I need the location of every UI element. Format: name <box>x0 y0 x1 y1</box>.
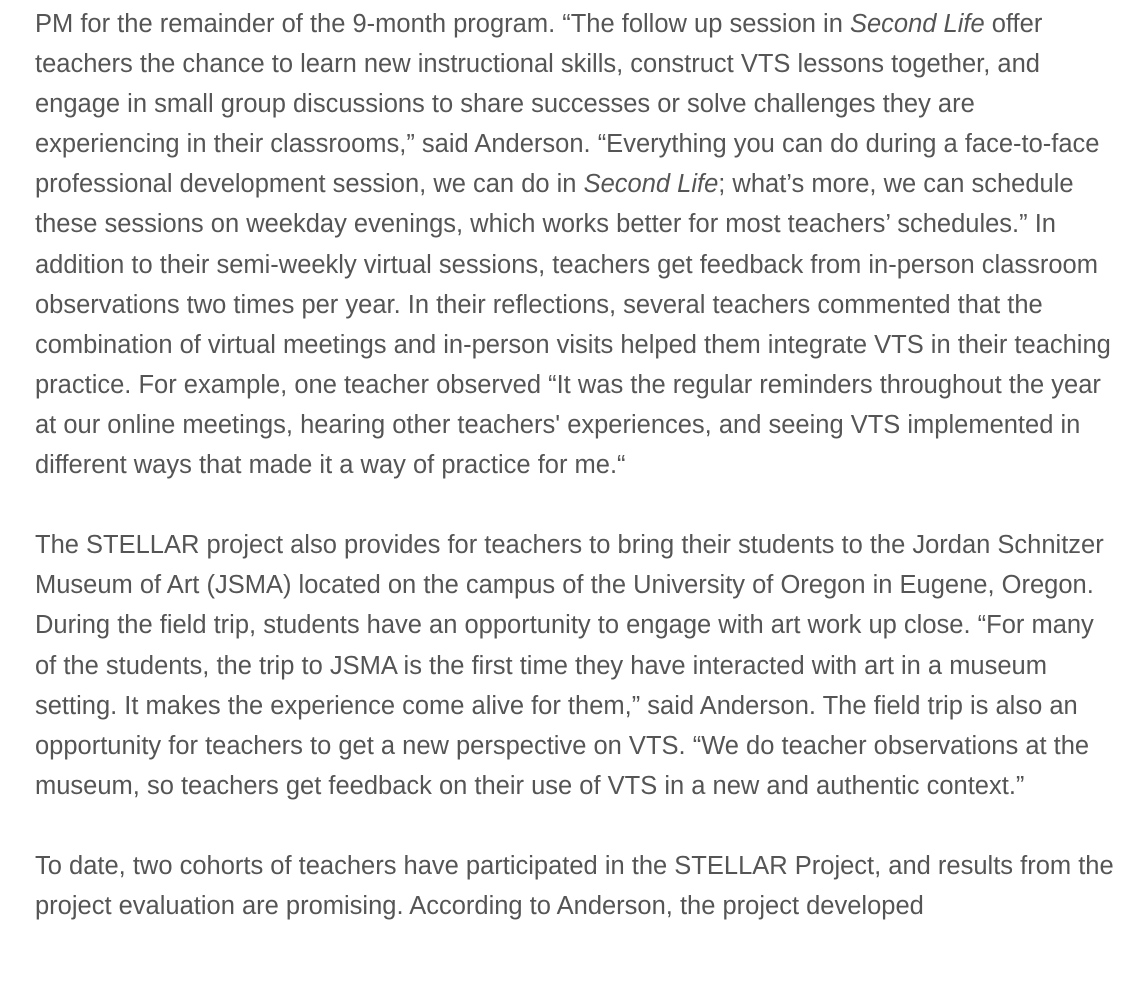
text-segment: offer teachers the chance to learn new instructional skills, construct VTS lessons together, and engage in small group discussions to share successes or solve challenges they are experiencing in their classrooms,” said Anderson. “Everything you can do during a face-to-face professional development session, we can do in <box>35 10 1100 199</box>
paragraph-3: To date, two cohorts of teachers have participated in the STELLAR Project, and results from the project evaluation are promising. According to Anderson, the project developed <box>35 851 1114 921</box>
text-segment: ; what’s more, we can schedule these sessions on weekday evenings, which works better for most teachers’ schedules.” In addition to their semi-weekly virtual sessions, teachers get feedback from in-person classroom observations two times per year. In their reflections, several teachers commented that the combination of virtual meetings and in-person visits helped them integrate VTS in their teaching practice. For example, one teacher observed “It was the regular reminders throughout the year at our online meetings, hearing other teachers' experiences, and seeing VTS implemented in different ways that made it a way of practice for me.“ <box>35 170 1111 480</box>
italic-title-second-life: Second Life <box>583 170 719 199</box>
paragraph-1 <box>35 4 1115 485</box>
paragraph-2: The STELLAR project also provides for teachers to bring their students to the Jordan Schnitzer Museum of Art (JSMA) located on the campus of the University of Oregon in Eugene, Oregon. During the field trip, students have an opportunity to engage with art work up close. “For many of the students, the trip to JSMA is the first time they have interacted with art in a museum setting. It makes the experience come alive for them,” said Anderson. The field trip is also an opportunity for teachers to get a new perspective on VTS. “We do teacher observations at the museum, so teachers get feedback on their use of VTS in a new and authentic context.” <box>35 531 1104 800</box>
article-body <box>35 4 1115 966</box>
text-segment: PM for the remainder of the 9-month program. “The follow up session in <box>35 10 850 38</box>
italic-title-second-life: Second Life <box>849 10 985 38</box>
